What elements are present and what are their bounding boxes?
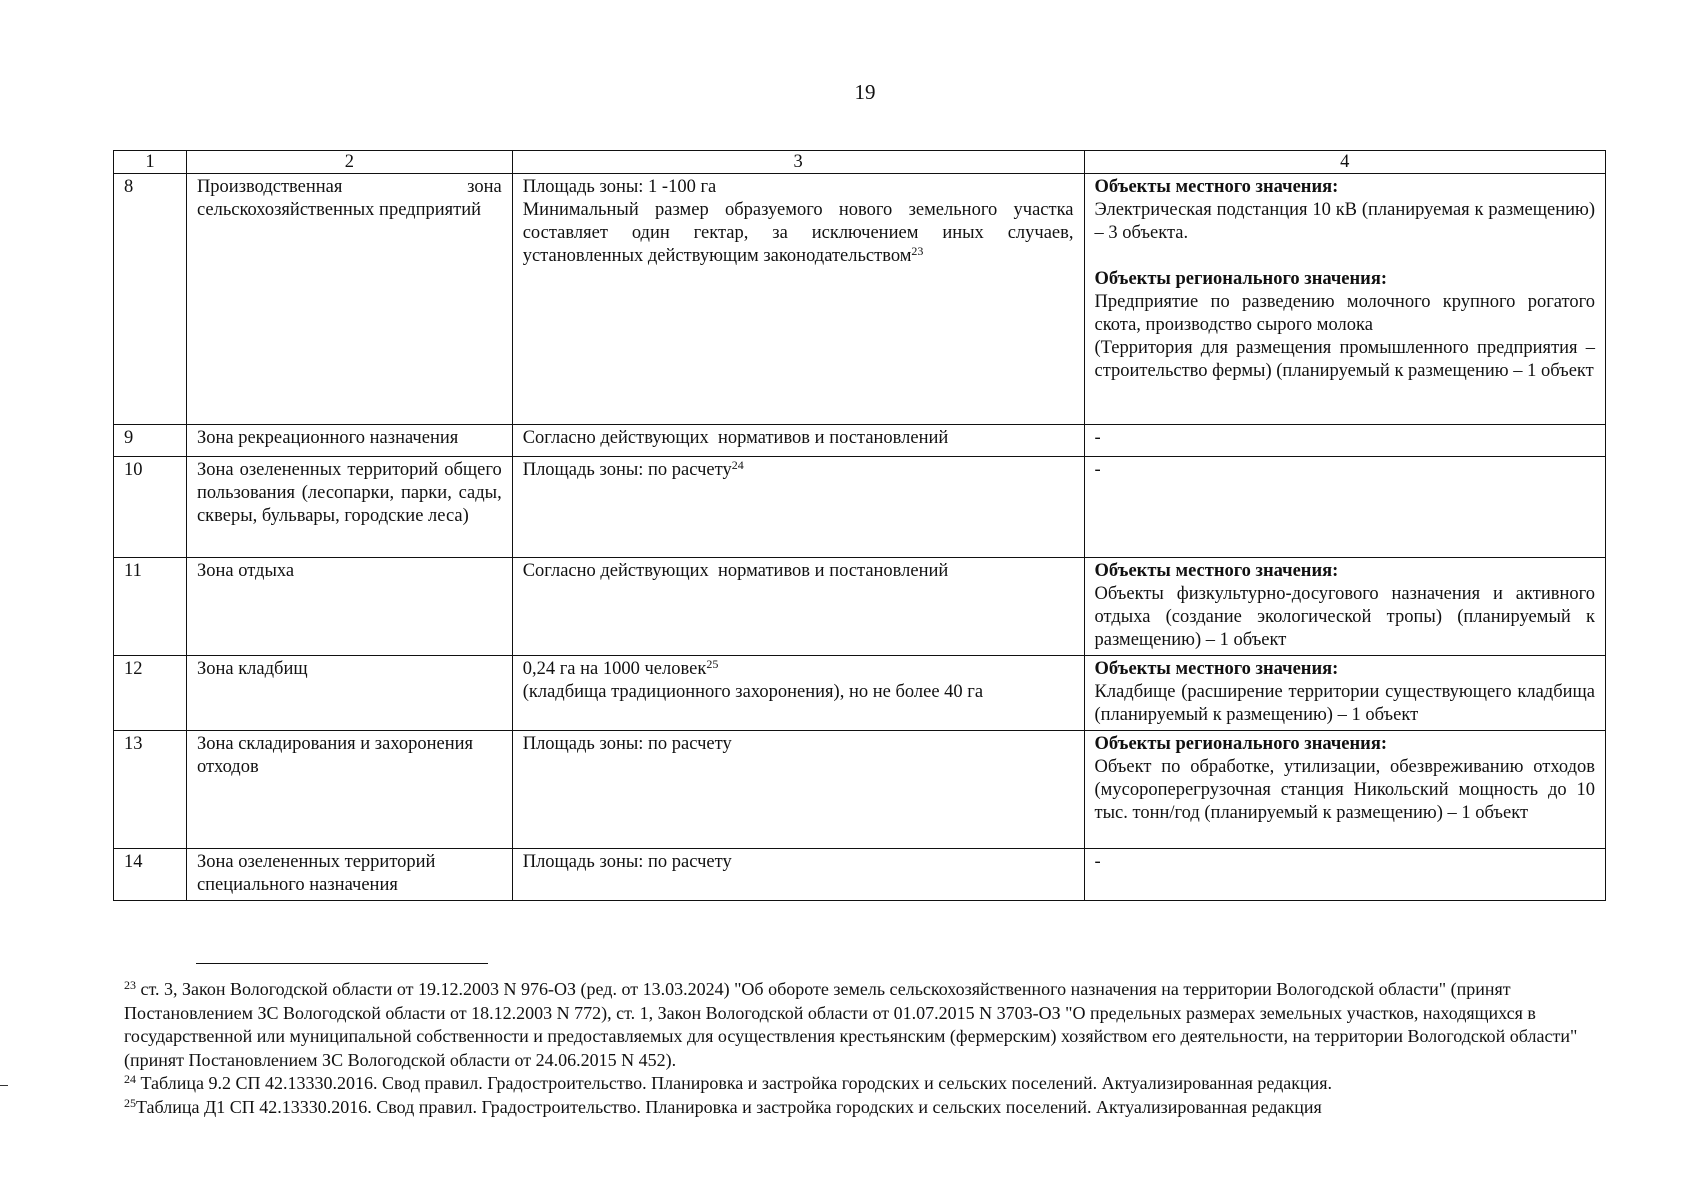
table-row bbox=[114, 425, 1606, 457]
table-row bbox=[114, 731, 1606, 849]
zone-parameters: Площадь зоны: по расчету bbox=[512, 849, 1084, 901]
footnote-number: 23 bbox=[124, 978, 136, 992]
zone-name: Зона кладбищ bbox=[186, 656, 512, 731]
objects-group bbox=[1095, 733, 1596, 825]
footnote-text: Таблица Д1 СП 42.13330.2016. Свод правил. Градостроительство. Планировка и застройка городских и сельских поселений. Актуализированная редакция bbox=[136, 1096, 1322, 1117]
footnote-ref: 24 bbox=[731, 458, 744, 472]
row-number: 13 bbox=[114, 731, 187, 849]
parameters-text: (кладбища традиционного захоронения), но не более 40 га bbox=[522, 682, 984, 702]
footnote-ref: 25 bbox=[706, 657, 719, 671]
column-header: 1 bbox=[114, 151, 187, 174]
row-number: 11 bbox=[114, 558, 187, 656]
zone-name: Зона озелененных территорий специального назначения bbox=[186, 849, 512, 901]
footnotes bbox=[124, 978, 1604, 1119]
objects-group-title: Объекты местного значения: bbox=[1094, 177, 1339, 197]
row-number: 14 bbox=[114, 849, 187, 901]
footnote bbox=[124, 978, 1604, 1072]
objects-group bbox=[1095, 560, 1596, 652]
table-row bbox=[114, 174, 1606, 425]
zone-objects bbox=[1084, 656, 1606, 731]
zone-parameters bbox=[512, 656, 1084, 731]
objects-group-item: Кладбище (расширение территории существующего кладбища (планируемый к размещению) – 1 объект bbox=[1094, 682, 1595, 725]
zone-parameters bbox=[512, 174, 1084, 425]
objects-group-title: Объекты местного значения: bbox=[1094, 659, 1339, 679]
footnote-number: 24 bbox=[124, 1072, 136, 1086]
row-number: 8 bbox=[114, 174, 187, 425]
zone-objects: - bbox=[1084, 425, 1606, 457]
footnote-number: 25 bbox=[124, 1095, 136, 1110]
column-header: 4 bbox=[1084, 151, 1606, 174]
row-number: 10 bbox=[114, 457, 187, 558]
footnote-ref: 23 bbox=[911, 244, 924, 258]
parameters-text: Площадь зоны: по расчету bbox=[522, 460, 732, 480]
footnote-text: ст. 3, Закон Вологодской области от 19.12.2003 N 976-ОЗ (ред. от 13.03.2024) "Об обороте земель сельскохозяйственного назначения на территории Вологодской области" (принят Постановлением ЗС Вологодской области от 18.12.2003 N 772), ст. 1, Закон Вологодской области от 01.07.2015 N 3703-ОЗ "О предельных размерах земельных участков, находящихся в государственной или муниципальной собственности и предоставляемых для осуществления крестьянским (фермерским) хозяйством его деятельности, на территории Вологодской области" (принят Постановлением ЗС Вологодской области от 24.06.2015 N 452). bbox=[124, 979, 1578, 1070]
row-number: 9 bbox=[114, 425, 187, 457]
table-row bbox=[114, 558, 1606, 656]
objects-group-item: Объекты физкультурно-досугового назначения и активного отдыха (создание экологической тропы) (планируемый к размещению) – 1 объект bbox=[1094, 584, 1595, 650]
zone-name: Зона озелененных территорий общего пользования (лесопарки, парки, сады, скверы, бульвары, городские леса) bbox=[186, 457, 512, 558]
zone-parameters bbox=[512, 457, 1084, 558]
zone-parameters: Согласно действующих нормативов и постановлений bbox=[512, 558, 1084, 656]
objects-group-item: Электрическая подстанция 10 кВ (планируемая к размещению) – 3 объекта. bbox=[1094, 200, 1595, 243]
objects-group-item: Объект по обработке, утилизации, обезвреживанию отходов (мусороперегрузочная станция Никольский мощность до 10 тыс. тонн/год (планируемый к размещению) – 1 объект bbox=[1094, 757, 1595, 823]
objects-group-item: Предприятие по разведению молочного крупного рогатого скота, производство сырого молока bbox=[1094, 292, 1595, 335]
zone-parameters: Согласно действующих нормативов и постановлений bbox=[512, 425, 1084, 457]
table-row bbox=[114, 656, 1606, 731]
zone-name: Зона рекреационного назначения bbox=[186, 425, 512, 457]
objects-group bbox=[1095, 658, 1596, 727]
page-number: 19 bbox=[854, 80, 876, 104]
column-header: 3 bbox=[512, 151, 1084, 174]
footnote bbox=[124, 1096, 1604, 1120]
objects-group bbox=[1095, 268, 1596, 383]
zone-name: Зона складирования и захоронения отходов bbox=[186, 731, 512, 849]
zones-table bbox=[113, 150, 1606, 901]
zone-objects bbox=[1084, 558, 1606, 656]
zone-name: Зона отдыха bbox=[186, 558, 512, 656]
zone-name: Производственная зона сельскохозяйственных предприятий bbox=[186, 174, 512, 425]
column-header: 2 bbox=[186, 151, 512, 174]
table-header-row bbox=[114, 151, 1606, 174]
zone-objects bbox=[1084, 731, 1606, 849]
objects-group-item: (Территория для размещения промышленного предприятия – строительство фермы) (планируемый к размещению – 1 объект bbox=[1094, 338, 1595, 381]
zone-objects: - bbox=[1084, 457, 1606, 558]
parameters-text: Площадь зоны: 1 -100 га Минимальный размер образуемого нового земельного участка составляет один гектар, за исключением иных случаев, установленных действующим законодательством bbox=[522, 177, 1074, 266]
table-row bbox=[114, 457, 1606, 558]
table-row bbox=[114, 849, 1606, 901]
objects-group-title: Объекты регионального значения: bbox=[1094, 734, 1387, 754]
objects-group-title: Объекты местного значения: bbox=[1094, 561, 1339, 581]
parameters-text: 0,24 га на 1000 человек bbox=[522, 659, 707, 679]
objects-group-title: Объекты регионального значения: bbox=[1094, 269, 1387, 289]
footnote-text: Таблица 9.2 СП 42.13330.2016. Свод правил. Градостроительство. Планировка и застройка городских и сельских поселений. Актуализированная редакция. bbox=[136, 1073, 1333, 1093]
row-number: 12 bbox=[114, 656, 187, 731]
zone-parameters: Площадь зоны: по расчету bbox=[512, 731, 1084, 849]
scan-edge-mark bbox=[0, 1085, 8, 1086]
footnote bbox=[124, 1072, 1604, 1096]
zone-objects: - bbox=[1084, 849, 1606, 901]
footnote-separator bbox=[196, 963, 488, 964]
objects-group bbox=[1095, 176, 1596, 245]
zone-objects bbox=[1084, 174, 1606, 425]
